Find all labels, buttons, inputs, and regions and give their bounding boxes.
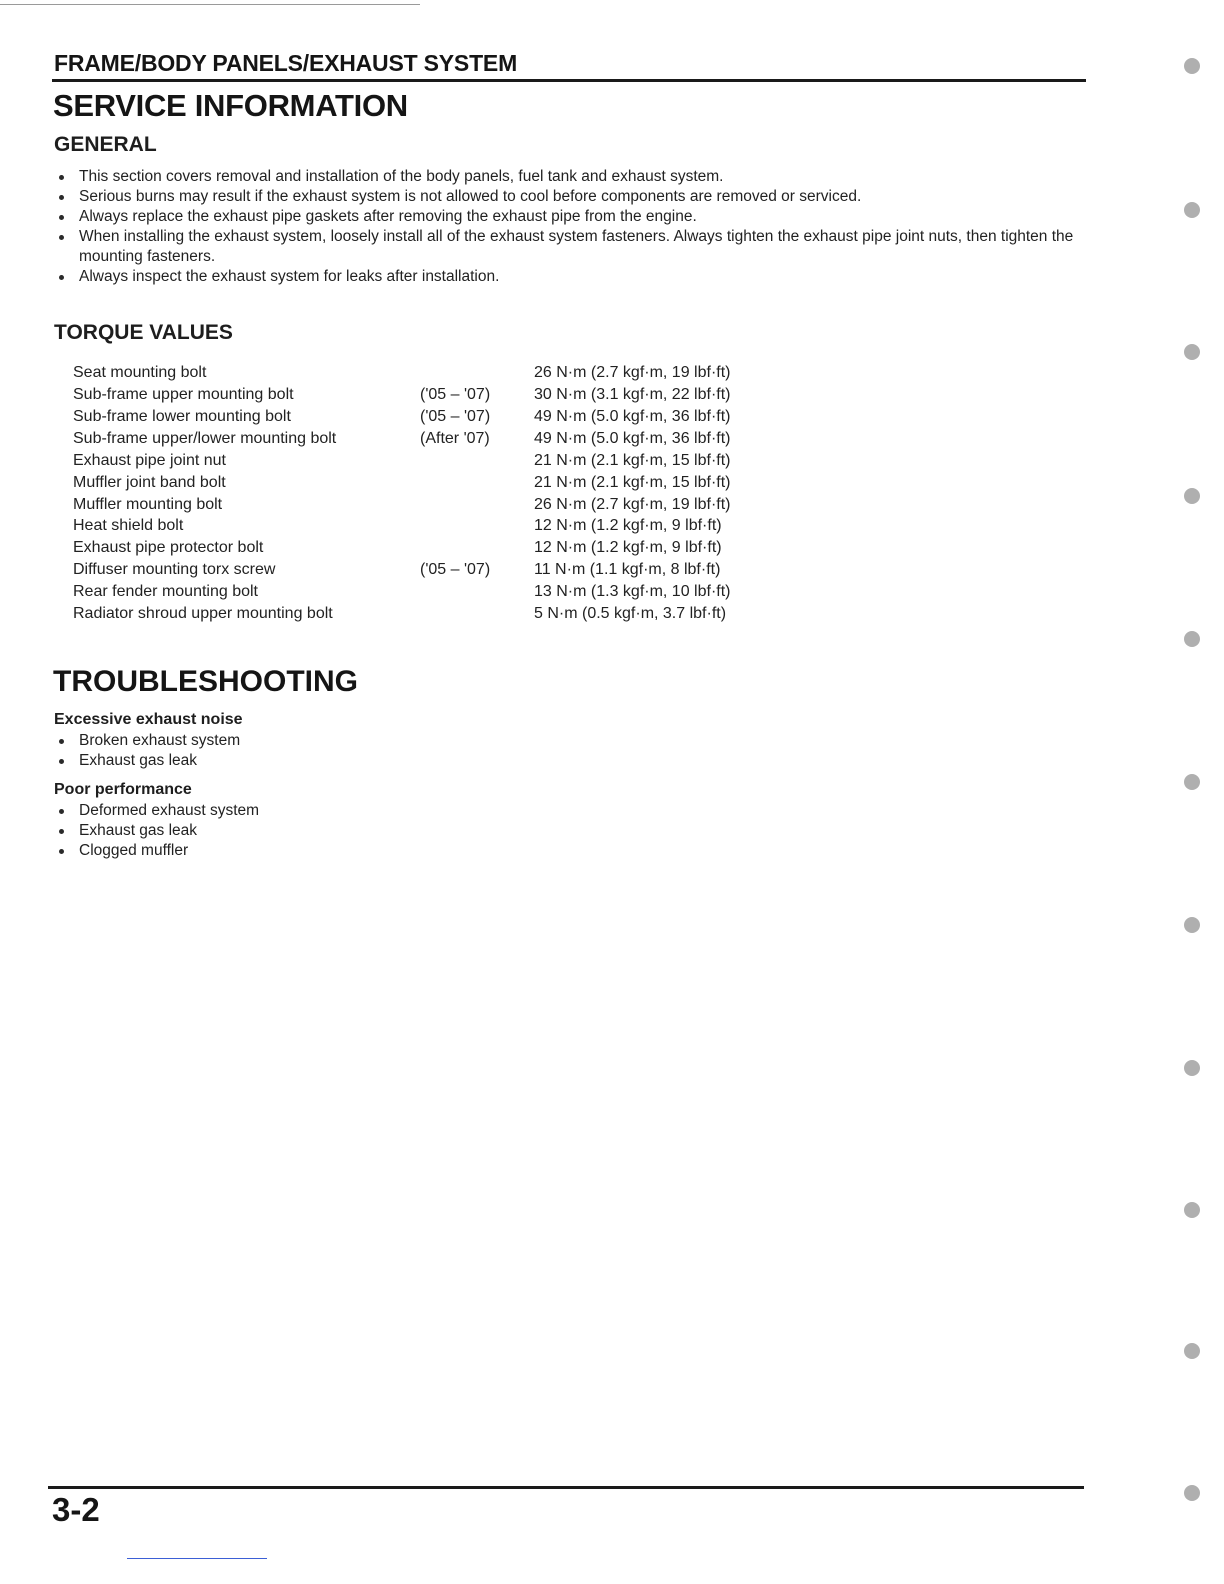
binder-hole-icon bbox=[1184, 488, 1200, 504]
troubleshooting-title: TROUBLESHOOTING bbox=[53, 665, 358, 698]
torque-item: Muffler joint band bolt bbox=[73, 474, 226, 491]
binder-hole-icon bbox=[1184, 58, 1200, 74]
list-item: Broken exhaust system bbox=[54, 731, 554, 751]
binder-hole-icon bbox=[1184, 202, 1200, 218]
chapter-title: FRAME/BODY PANELS/EXHAUST SYSTEM bbox=[54, 50, 518, 76]
troubleshooting-list-performance bbox=[54, 801, 554, 861]
table-row bbox=[0, 539, 800, 561]
table-row bbox=[0, 386, 800, 408]
torque-value: 11 N·m (1.1 kgf·m, 8 lbf·ft) bbox=[534, 561, 721, 578]
torque-value: 49 N·m (5.0 kgf·m, 36 lbf·ft) bbox=[534, 430, 731, 447]
list-item: Serious burns may result if the exhaust system is not allowed to cool before components are removed or serviced. bbox=[54, 187, 1094, 207]
list-item: Always replace the exhaust pipe gaskets after removing the exhaust pipe from the engine. bbox=[54, 207, 1094, 227]
torque-note: (After '07) bbox=[420, 430, 490, 447]
table-row bbox=[0, 452, 800, 474]
binder-hole-icon bbox=[1184, 917, 1200, 933]
torque-heading: TORQUE VALUES bbox=[54, 321, 233, 344]
list-item: When installing the exhaust system, loosely install all of the exhaust system fasteners. Always tighten the exhaust pipe joint nuts, then tighten the mounting fasteners. bbox=[54, 227, 1094, 267]
torque-value: 21 N·m (2.1 kgf·m, 15 lbf·ft) bbox=[534, 474, 731, 491]
table-row bbox=[0, 430, 800, 452]
bottom-link-underline bbox=[127, 1558, 267, 1559]
list-item: Clogged muffler bbox=[54, 841, 554, 861]
torque-item: Exhaust pipe joint nut bbox=[73, 452, 226, 469]
list-item: Exhaust gas leak bbox=[54, 821, 554, 841]
torque-item: Sub-frame lower mounting bolt bbox=[73, 408, 291, 425]
torque-item: Radiator shroud upper mounting bolt bbox=[73, 605, 333, 622]
torque-value: 26 N·m (2.7 kgf·m, 19 lbf·ft) bbox=[534, 364, 731, 381]
table-row bbox=[0, 605, 800, 627]
binder-hole-icon bbox=[1184, 1485, 1200, 1501]
torque-note: ('05 – '07) bbox=[420, 408, 491, 425]
list-item: Deformed exhaust system bbox=[54, 801, 554, 821]
torque-note: ('05 – '07) bbox=[420, 561, 491, 578]
list-item: Exhaust gas leak bbox=[54, 751, 554, 771]
binder-hole-icon bbox=[1184, 774, 1200, 790]
table-row bbox=[0, 583, 800, 605]
torque-item: Heat shield bolt bbox=[73, 517, 184, 534]
binder-hole-icon bbox=[1184, 1202, 1200, 1218]
table-row bbox=[0, 408, 800, 430]
torque-item: Exhaust pipe protector bolt bbox=[73, 539, 264, 556]
torque-value: 12 N·m (1.2 kgf·m, 9 lbf·ft) bbox=[534, 539, 722, 556]
chapter-rule bbox=[52, 79, 1086, 82]
binder-hole-icon bbox=[1184, 631, 1200, 647]
torque-item: Seat mounting bolt bbox=[73, 364, 207, 381]
list-item: This section covers removal and installation of the body panels, fuel tank and exhaust system. bbox=[54, 167, 1094, 187]
general-heading: GENERAL bbox=[54, 133, 157, 156]
binder-hole-icon bbox=[1184, 344, 1200, 360]
torque-value: 30 N·m (3.1 kgf·m, 22 lbf·ft) bbox=[534, 386, 731, 403]
troubleshooting-heading-noise: Excessive exhaust noise bbox=[54, 711, 243, 728]
general-list bbox=[54, 167, 1094, 287]
binder-hole-icon bbox=[1184, 1343, 1200, 1359]
troubleshooting-heading-performance: Poor performance bbox=[54, 781, 192, 798]
torque-item: Rear fender mounting bolt bbox=[73, 583, 258, 600]
torque-value: 12 N·m (1.2 kgf·m, 9 lbf·ft) bbox=[534, 517, 722, 534]
top-scan-line bbox=[0, 4, 420, 5]
section-title: SERVICE INFORMATION bbox=[53, 88, 408, 123]
list-item: Always inspect the exhaust system for leaks after installation. bbox=[54, 267, 1094, 287]
table-row bbox=[0, 474, 800, 496]
torque-value: 21 N·m (2.1 kgf·m, 15 lbf·ft) bbox=[534, 452, 731, 469]
torque-value: 26 N·m (2.7 kgf·m, 19 lbf·ft) bbox=[534, 496, 731, 513]
table-row bbox=[0, 496, 800, 518]
torque-item: Diffuser mounting torx screw bbox=[73, 561, 276, 578]
table-row bbox=[0, 364, 800, 386]
torque-item: Sub-frame upper/lower mounting bolt bbox=[73, 430, 337, 447]
binder-hole-icon bbox=[1184, 1060, 1200, 1076]
torque-item: Sub-frame upper mounting bolt bbox=[73, 386, 294, 403]
troubleshooting-list-noise bbox=[54, 731, 554, 771]
torque-item: Muffler mounting bolt bbox=[73, 496, 223, 513]
torque-value: 5 N·m (0.5 kgf·m, 3.7 lbf·ft) bbox=[534, 605, 727, 622]
table-row bbox=[0, 561, 800, 583]
torque-note: ('05 – '07) bbox=[420, 386, 491, 403]
page-number: 3-2 bbox=[52, 1491, 100, 1528]
footer-rule bbox=[48, 1486, 1084, 1489]
torque-value: 49 N·m (5.0 kgf·m, 36 lbf·ft) bbox=[534, 408, 731, 425]
torque-value: 13 N·m (1.3 kgf·m, 10 lbf·ft) bbox=[534, 583, 731, 600]
table-row bbox=[0, 517, 800, 539]
